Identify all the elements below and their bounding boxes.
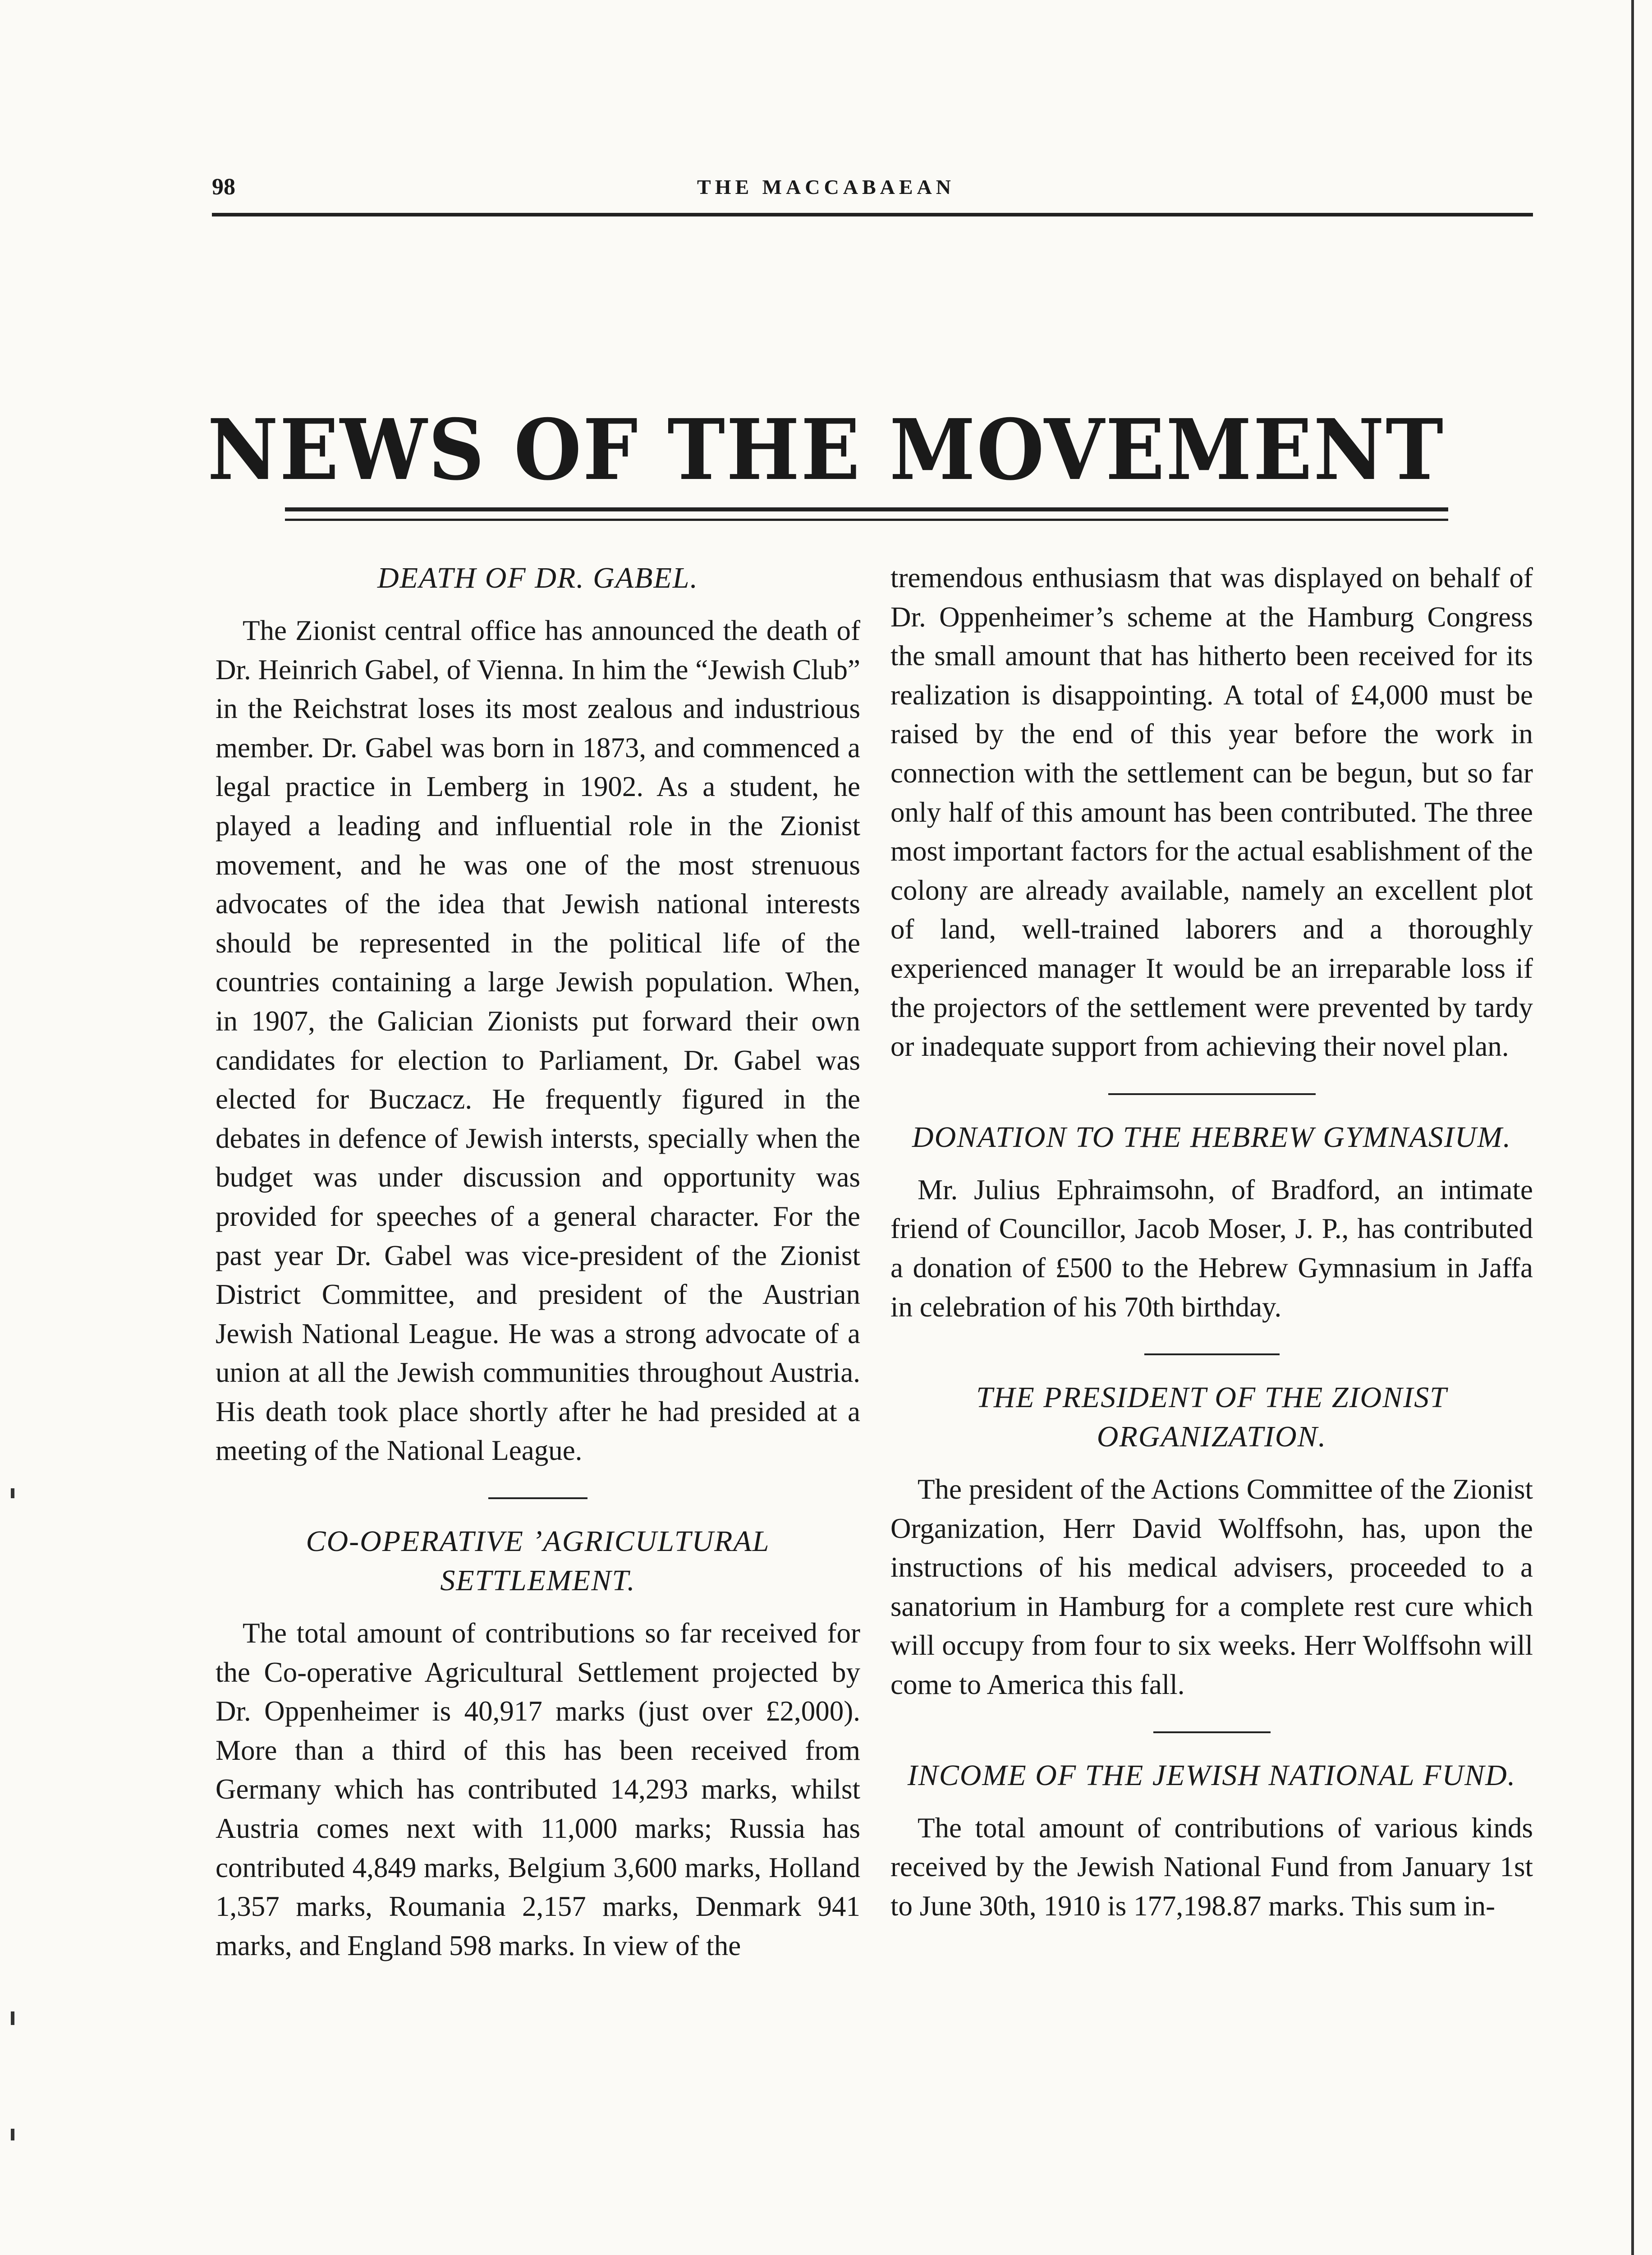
scan-margin-line	[1631, 0, 1634, 2255]
section-separator	[1153, 1731, 1271, 1733]
section-heading-jewish-national-fund: INCOME OF THE JEWISH NATIONAL FUND.	[907, 1758, 1516, 1792]
scan-margin-dot	[11, 2011, 14, 2025]
title-rule-thin	[285, 519, 1448, 521]
section-heading-death-of-gabel: DEATH OF DR. GABEL.	[377, 561, 698, 594]
section-body-agricultural-settlement: The total amount of contributions so far received for the Co-operative Agricultural Settlement projected by Dr. Oppenheimer is 40,917 marks (just over £2,000). More than a third of this has been received from Germany which has contributed 14,293 marks, whilst Austria comes next with 11,000 marks; Russia has contributed 4,849 marks, Belgium 3,600 marks, Holland 1,357 marks, Roumania 2,157 marks, Denmark 941 marks, and England 598 marks. In view of the	[216, 1617, 860, 1961]
title-rule-thick	[285, 507, 1448, 511]
header-rule	[212, 213, 1533, 216]
page-title: NEWS OF THE MOVEMENT	[207, 400, 1445, 499]
section-body-zionist-president: The president of the Actions Committee of the Zionist Organization, Herr David Wolffsohn, has, upon the instructions of his medical advisers, proceeded to a sanatorium in Hamburg for a complete rest cure which will occupy from four to six weeks. Herr Wolffsohn will come to America this fall.	[890, 1473, 1533, 1701]
right-column	[890, 558, 1533, 1925]
section-heading-zionist-president: THE PRESIDENT OF THE ZIONIST ORGANIZATION.	[976, 1381, 1447, 1454]
left-column	[216, 558, 860, 1965]
settlement-continuation: tremendous enthusiasm that was displayed on behalf of Dr. Oppenheimer’s scheme at the Hamburg Congress the small amount that has hitherto been received for its realization is disappointing. A total of £4,000 must be raised by the end of this year before the work in connection with the settlement can be begun, but so far only half of this amount has been contributed. The three most important factors for the actual esablishment of the colony are already available, namely an excellent plot of land, well-trained laborers and a thoroughly experienced manager It would be an irreparable loss if the projectors of the settlement were prevented by tardy or inadequate support from achieving their novel plan.	[890, 562, 1533, 1063]
scan-margin-dot	[11, 2129, 14, 2140]
section-body-death-of-gabel: The Zionist central office has announced the death of Dr. Heinrich Gabel, of Vienna. In him the “Jewish Club” in the Reichstrat loses its most zealous and industrious member. Dr. Gabel was born in 1873, and commenced a legal practice in Lemberg in 1902. As a student, he played a leading and influential role in the Zionist movement, and he was one of the most strenuous advocates of the idea that Jewish national interests should be represented in the political life of the countries containing a large Jewish population. When, in 1907, the Galician Zionists put forward their own candidates for election to Parliament, Dr. Gabel was elected for Buczacz. He frequently figured in the debates in defence of Jewish intersts, specially when the budget was under discussion and opportunity was provided for speeches of a general character. For the past year Dr. Gabel was vice-president of the Zionist District Committee, and president of the Austrian Jewish National League. He was a strong advocate of a union at all the Jewish communities throughout Austria. His death took place shortly after he had presided at a meeting of the National League.	[216, 615, 860, 1467]
section-separator	[488, 1497, 587, 1499]
section-heading-hebrew-gymnasium: DONATION TO THE HEBREW GYMNASIUM.	[912, 1120, 1512, 1154]
section-heading-agricultural-settlement: CO-OPERATIVE ’AGRICULTURAL SETTLEMENT.	[306, 1525, 770, 1597]
running-head: THE MACCABAEAN	[697, 175, 955, 198]
scan-margin-dot	[11, 1488, 14, 1498]
section-body-jewish-national-fund: The total amount of contributions of various kinds received by the Jewish National Fund from January 1st to June 30th, 1910 is 177,198.87 marks. This sum in-	[890, 1812, 1533, 1922]
page-number: 98	[212, 174, 235, 200]
section-separator	[1144, 1353, 1280, 1355]
section-separator	[1108, 1093, 1316, 1095]
section-body-hebrew-gymnasium: Mr. Julius Ephraimsohn, of Bradford, an intimate friend of Councillor, Jacob Moser, J. P., has contributed a donation of £500 to the Hebrew Gymnasium in Jaffa in celebration of his 70th birthday.	[890, 1174, 1533, 1323]
